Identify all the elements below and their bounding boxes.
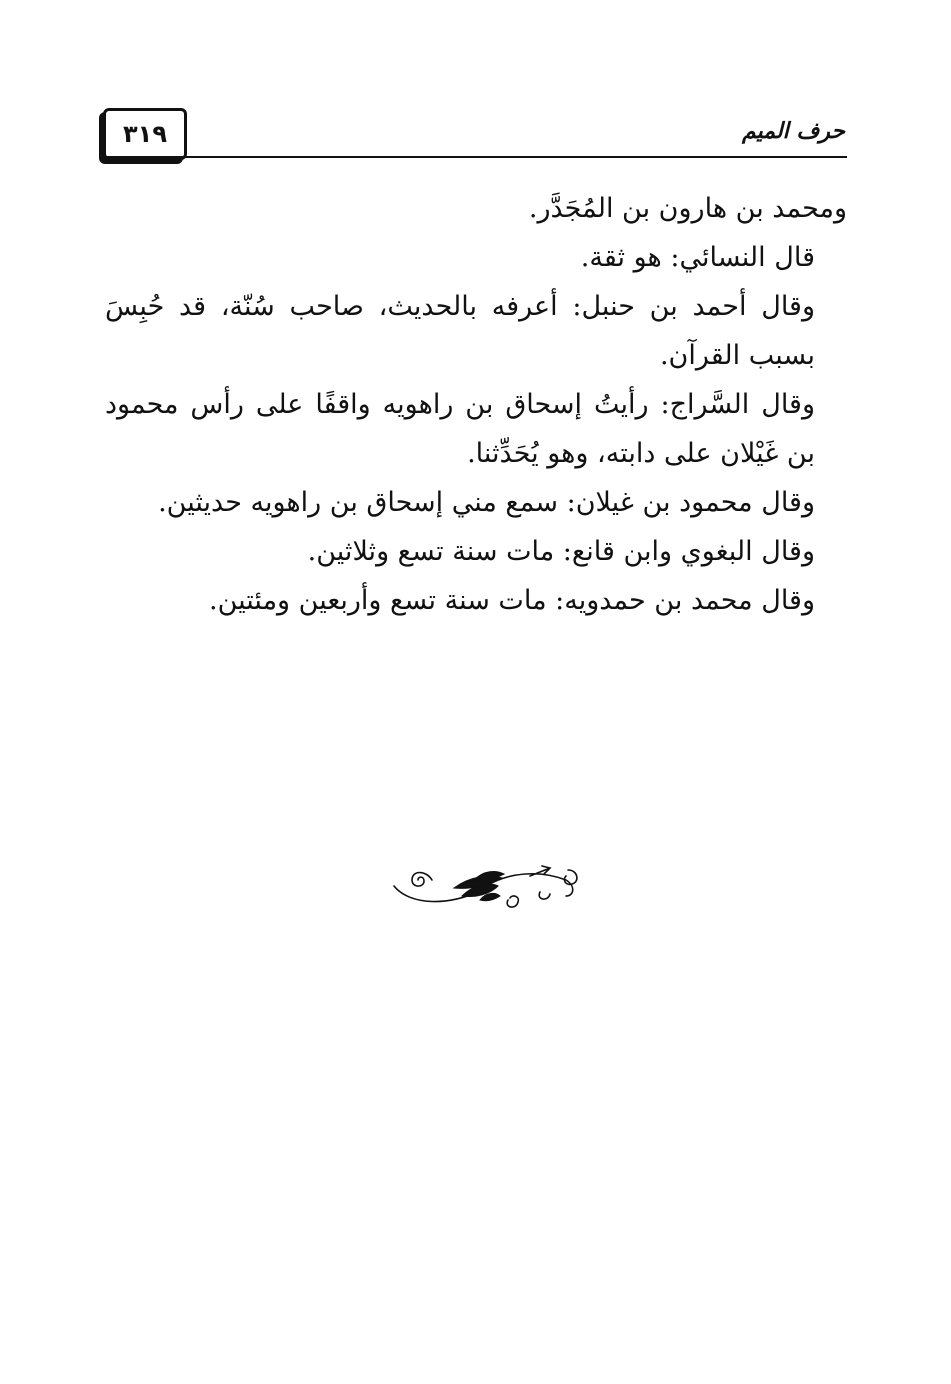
page-header <box>103 104 847 164</box>
paragraph: وقال محمود بن غيلان: سمع مني إسحاق بن راهويه حديثين. <box>158 487 815 518</box>
body-text <box>105 184 847 625</box>
header-rule <box>103 156 847 158</box>
section-title: حرف الميم <box>741 118 845 144</box>
paragraph: قال النسائي: هو ثقة. <box>580 242 815 273</box>
paragraph: وقال البغوي وابن قانع: مات سنة تسع وثلاثين. <box>307 536 815 567</box>
page-number: ٣١٩ <box>103 108 187 160</box>
paragraph: وقال محمد بن حمدويه: مات سنة تسع وأربعين ومئتين. <box>208 585 815 616</box>
floral-divider-icon <box>390 856 582 912</box>
paragraph: ومحمد بن هارون بن المُجَدَّر. <box>528 193 847 224</box>
paragraph: وقال السَّراج: رأيتُ إسحاق بن راهويه واقفًا على رأس محمود بن غَيْلان على دابته، وهو يُحَدِّثنا. <box>105 389 815 469</box>
paragraph: وقال أحمد بن حنبل: أعرفه بالحديث، صاحب سُنّة، قد حُبِسَ بسبب القرآن. <box>105 291 815 371</box>
